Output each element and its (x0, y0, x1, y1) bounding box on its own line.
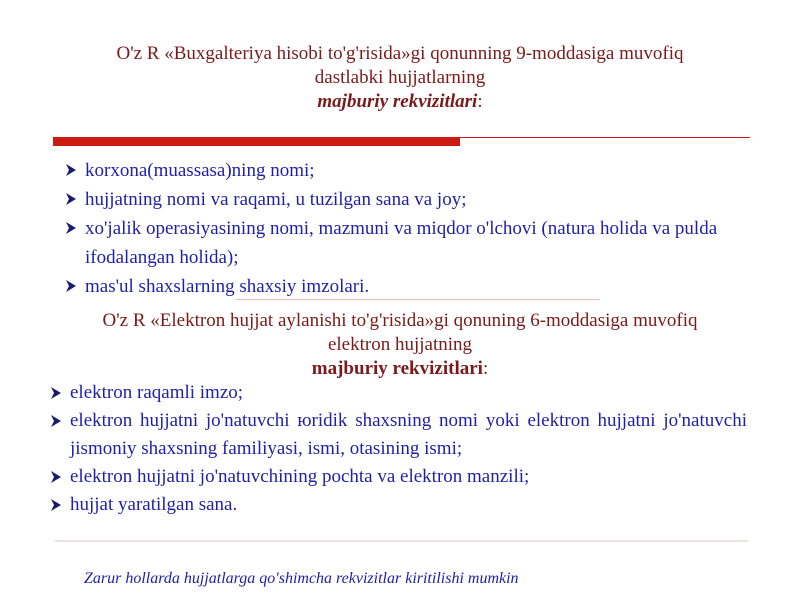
list-item (47, 379, 747, 407)
list-item (47, 407, 747, 463)
arrow-bullet-icon (64, 185, 78, 213)
arrow-bullet-icon (49, 463, 63, 491)
section1-heading (40, 42, 760, 114)
section2-heading-line1: O'z R «Elektron hujjat aylanishi to'g'risida»gi qonuning 6-moddasiga muvofiq (102, 310, 698, 331)
accent-rule (460, 137, 750, 138)
list-item-text: hujjatning nomi va raqami, u tuzilgan sana va joy; (85, 189, 467, 210)
section2-heading-emphasis: majburiy rekvizitlari (311, 358, 483, 379)
list-item (62, 272, 752, 301)
divider-line (236, 299, 600, 300)
section1-heading-line1: O'z R «Buxgalteriya hisobi to'g'risida»gi qonunning 9-moddasiga muvofiq (116, 43, 684, 64)
arrow-bullet-icon (64, 214, 78, 242)
list-item-text: elektron hujjatni jo'natuvchining pochta va elektron manzili; (70, 466, 530, 487)
list-item (62, 185, 752, 214)
section1-heading-emphasis: majburiy rekvizitlari (317, 91, 478, 112)
accent-bar (53, 137, 460, 146)
section1-heading-colon: : (477, 91, 483, 112)
section1-heading-line2: dastlabki hujjatlarning (314, 67, 486, 88)
arrow-bullet-icon (49, 379, 63, 407)
section2-requisites-list (47, 379, 747, 519)
list-item-text: elektron hujjatni jo'natuvchi юridik shaxsning nomi yoki elektron hujjatni jo'natuvchi jismoniy shaxsning familiyasi, ismi, otasining ismi; (70, 410, 747, 459)
list-item-text: elektron raqamli imzo; (70, 382, 244, 403)
bottom-divider (55, 540, 748, 542)
section2-heading (40, 309, 760, 381)
list-item-text: mas'ul shaxslarning shaxsiy imzolari. (85, 276, 370, 297)
list-item-text: korxona(muassasa)ning nomi; (85, 160, 315, 181)
section2-heading-emphasis-row (40, 357, 760, 381)
section1-heading-emphasis-row (40, 90, 760, 114)
arrow-bullet-icon (49, 407, 63, 435)
arrow-bullet-icon (64, 272, 78, 300)
list-item (62, 214, 752, 272)
list-item (62, 156, 752, 185)
list-item (47, 491, 747, 519)
section2-heading-line2: elektron hujjatning (327, 334, 473, 355)
section1-requisites-list (62, 156, 752, 301)
list-item-text: hujjat yaratilgan sana. (70, 494, 238, 515)
footnote: Zarur hollarda hujjatlarga qo'shimcha rekvizitlar kiritilishi mumkin (84, 570, 519, 587)
arrow-bullet-icon (64, 156, 78, 184)
section2-heading-colon: : (482, 358, 489, 379)
arrow-bullet-icon (49, 491, 63, 519)
list-item (47, 463, 747, 491)
list-item-text: xo'jalik operasiyasining nomi, mazmuni va miqdor o'lchovi (natura holida va pulda ifodalangan holida); (85, 218, 718, 268)
